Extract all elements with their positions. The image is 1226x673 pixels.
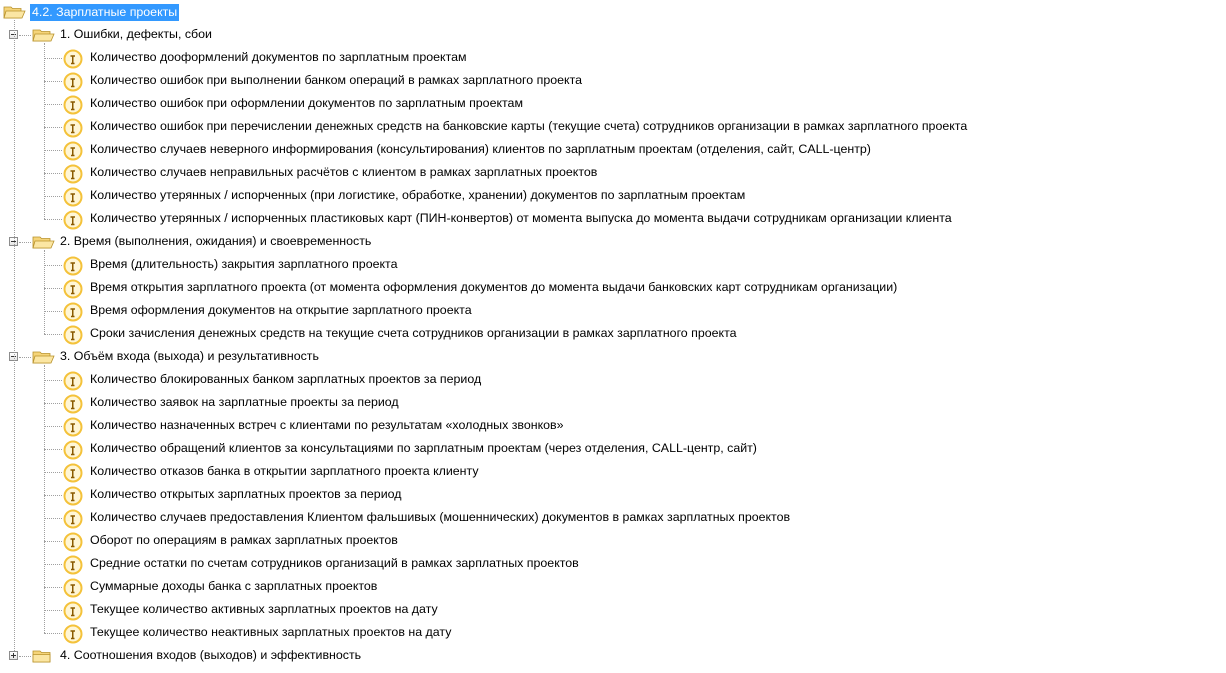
tree-leaf-label[interactable]: Количество назначенных встреч с клиентами по результатам «холодных звонков» [90, 418, 564, 432]
tree-leaf-node[interactable] [0, 437, 1226, 460]
folder-open-icon [32, 28, 56, 42]
info-icon [63, 624, 83, 644]
tree-line-horizontal [44, 58, 62, 59]
tree-line-horizontal [44, 541, 62, 542]
tree-line-horizontal [19, 357, 31, 358]
info-icon [63, 578, 83, 598]
tree-leaf-node[interactable] [0, 575, 1226, 598]
tree-leaf-label[interactable]: Средние остатки по счетам сотрудников организаций в рамках зарплатных проектов [90, 556, 579, 570]
tree-line-horizontal [44, 426, 62, 427]
tree-leaf-label[interactable]: Количество ошибок при перечислении денежных средств на банковские карты (текущие счета) сотрудников организации в рамках зарплатного проекта [90, 119, 968, 133]
tree-leaf-node[interactable] [0, 253, 1226, 276]
tree-leaf-node[interactable] [0, 621, 1226, 644]
info-icon [63, 486, 83, 506]
tree-leaf-label[interactable]: Количество дооформлений документов по зарплатным проектам [90, 50, 467, 64]
info-icon [63, 72, 83, 92]
tree-leaf-node[interactable] [0, 414, 1226, 437]
tree-line-horizontal [44, 288, 62, 289]
tree-leaf-label[interactable]: Количество утерянных / испорченных (при логистике, обработке, хранении) документов по зарплатным проектам [90, 188, 746, 202]
tree-leaf-node[interactable] [0, 69, 1226, 92]
tree-group-node[interactable] [0, 644, 1226, 667]
tree-leaf-node[interactable] [0, 138, 1226, 161]
info-icon [63, 95, 83, 115]
tree-leaf-label[interactable]: Количество открытых зарплатных проектов за период [90, 487, 402, 501]
tree-leaf-label[interactable]: Количество обращений клиентов за консультациями по зарплатным проектам (через отделения, CALL-центр, сайт) [90, 441, 757, 455]
tree-leaf-label[interactable]: Сроки зачисления денежных средств на текущие счета сотрудников организации в рамках зарплатного проекта [90, 326, 737, 340]
info-icon [63, 141, 83, 161]
info-icon [63, 325, 83, 345]
tree-leaf-node[interactable] [0, 322, 1226, 345]
info-icon [63, 118, 83, 138]
expand-toggle[interactable] [9, 651, 18, 660]
tree-leaf-label[interactable]: Текущее количество активных зарплатных проектов на дату [90, 602, 438, 616]
info-icon [63, 187, 83, 207]
tree-line-horizontal [44, 150, 62, 151]
info-icon [63, 394, 83, 414]
tree-line-horizontal [44, 380, 62, 381]
tree-line-horizontal [44, 472, 62, 473]
tree-leaf-label[interactable]: Количество случаев неправильных расчётов с клиентом в рамках зарплатных проектов [90, 165, 598, 179]
tree-group-label[interactable]: 3. Объём входа (выхода) и результативность [60, 349, 319, 363]
tree-leaf-label[interactable]: Суммарные доходы банка с зарплатных проектов [90, 579, 378, 593]
tree-leaf-label[interactable]: Текущее количество неактивных зарплатных проектов на дату [90, 625, 452, 639]
info-icon [63, 463, 83, 483]
tree-line-horizontal [44, 219, 62, 220]
tree-leaf-node[interactable] [0, 529, 1226, 552]
tree-leaf-node[interactable] [0, 276, 1226, 299]
tree-leaf-label[interactable]: Время (длительность) закрытия зарплатного проекта [90, 257, 398, 271]
tree-line-vertical [14, 20, 15, 651]
tree-leaf-label[interactable]: Количество отказов банка в открытии зарплатного проекта клиенту [90, 464, 479, 478]
tree-group-node[interactable] [0, 23, 1226, 46]
folder-open-icon [3, 5, 27, 19]
info-icon [63, 532, 83, 552]
tree-leaf-label[interactable]: Количество ошибок при выполнении банком операций в рамках зарплатного проекта [90, 73, 583, 87]
tree-line-horizontal [44, 173, 62, 174]
tree-line-horizontal [44, 495, 62, 496]
info-icon [63, 509, 83, 529]
tree-leaf-label[interactable]: Оборот по операциям в рамках зарплатных проектов [90, 533, 398, 547]
tree-leaf-node[interactable] [0, 506, 1226, 529]
tree-line-vertical [44, 250, 45, 334]
info-icon [63, 49, 83, 69]
tree-root-label[interactable]: 4.2. Зарплатные проекты [32, 5, 178, 19]
tree-line-horizontal [44, 403, 62, 404]
tree-line-horizontal [44, 265, 62, 266]
info-icon [63, 210, 83, 230]
tree-line-horizontal [44, 334, 62, 335]
tree-leaf-node[interactable] [0, 184, 1226, 207]
info-icon [63, 256, 83, 276]
tree-leaf-node[interactable] [0, 115, 1226, 138]
tree-group-label[interactable]: 4. Соотношения входов (выходов) и эффективность [60, 648, 362, 662]
info-icon [63, 417, 83, 437]
tree-leaf-node[interactable] [0, 391, 1226, 414]
tree-line-horizontal [44, 196, 62, 197]
tree-group-node[interactable] [0, 230, 1226, 253]
tree-line-horizontal [44, 633, 62, 634]
folder-icon [32, 649, 56, 663]
info-icon [63, 555, 83, 575]
folder-open-icon [32, 350, 56, 364]
tree-group-label[interactable]: 2. Время (выполнения, ожидания) и своевременность [60, 234, 372, 248]
tree-leaf-label[interactable]: Количество ошибок при оформлении документов по зарплатным проектам [90, 96, 523, 110]
tree-group-node[interactable] [0, 345, 1226, 368]
tree-leaf-node[interactable] [0, 207, 1226, 230]
tree-leaf-node[interactable] [0, 368, 1226, 391]
tree-leaf-node[interactable] [0, 161, 1226, 184]
tree-line-vertical [44, 43, 45, 219]
info-icon [63, 279, 83, 299]
info-icon [63, 601, 83, 621]
tree-line-horizontal [44, 449, 62, 450]
tree-leaf-label[interactable]: Время оформления документов на открытие зарплатного проекта [90, 303, 472, 317]
tree-line-horizontal [44, 610, 62, 611]
tree-group-label[interactable]: 1. Ошибки, дефекты, сбои [60, 27, 212, 41]
info-icon [63, 302, 83, 322]
tree-line-horizontal [44, 564, 62, 565]
info-icon [63, 164, 83, 184]
tree-line-horizontal [44, 81, 62, 82]
tree-leaf-label[interactable]: Количество случаев предоставления Клиентом фальшивых (мошеннических) документов в рамках зарплатных проектов [90, 510, 791, 524]
tree-line-horizontal [44, 587, 62, 588]
tree-leaf-node[interactable] [0, 92, 1226, 115]
tree-line-vertical [44, 365, 45, 633]
tree-leaf-label[interactable]: Количество блокированных банком зарплатных проектов за период [90, 372, 482, 386]
info-icon [63, 371, 83, 391]
tree-leaf-label[interactable]: Количество утерянных / испорченных пластиковых карт (ПИН-конвертов) от момента выпуска до момента выдачи сотрудникам организации клиента [90, 211, 952, 225]
tree-leaf-label[interactable]: Количество заявок на зарплатные проекты за период [90, 395, 399, 409]
folder-open-icon [32, 235, 56, 249]
tree-line-horizontal [44, 104, 62, 105]
tree-leaf-label[interactable]: Количество случаев неверного информирования (консультирования) клиентов по зарплатным проектам (отделения, сайт, CALL-центр) [90, 142, 871, 156]
tree-leaf-node[interactable] [0, 483, 1226, 506]
tree-line-horizontal [44, 311, 62, 312]
tree-leaf-label[interactable]: Время открытия зарплатного проекта (от момента оформления документов до момента выдачи банковских карт сотрудникам организации) [90, 280, 898, 294]
tree-line-horizontal [19, 242, 31, 243]
tree-leaf-node[interactable] [0, 552, 1226, 575]
tree-leaf-node[interactable] [0, 46, 1226, 69]
tree-leaf-node[interactable] [0, 299, 1226, 322]
tree-line-horizontal [19, 656, 31, 657]
tree-line-horizontal [44, 518, 62, 519]
tree-leaf-node[interactable] [0, 598, 1226, 621]
tree-line-horizontal [19, 35, 31, 36]
info-icon [63, 440, 83, 460]
tree-line-horizontal [44, 127, 62, 128]
tree-leaf-node[interactable] [0, 460, 1226, 483]
